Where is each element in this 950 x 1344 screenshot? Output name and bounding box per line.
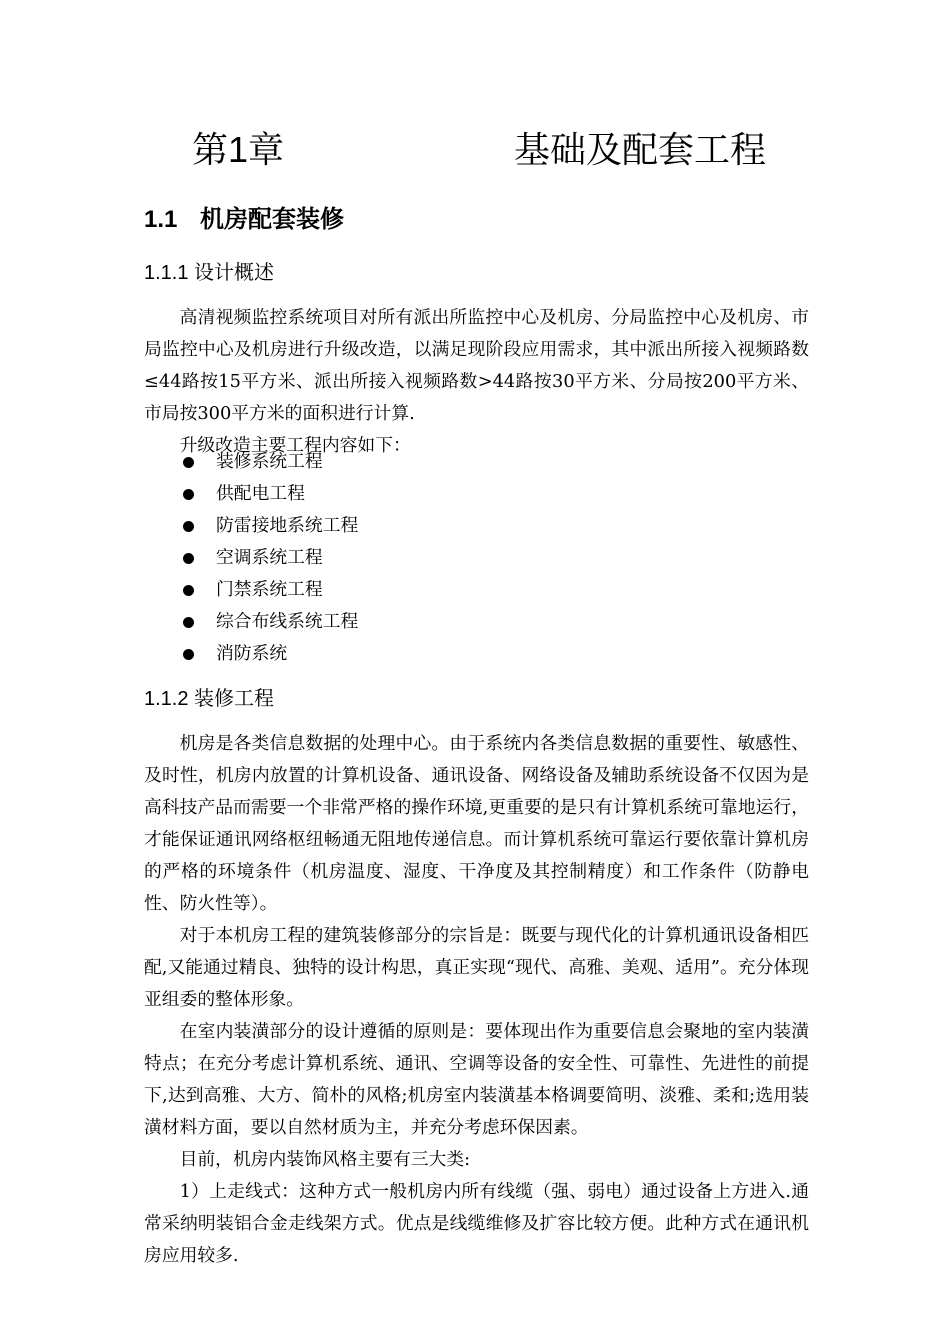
section-title: 机房配套装修 <box>200 206 344 233</box>
list-item-text: 综合布线系统工程 <box>216 611 359 632</box>
work-items-list <box>144 446 809 670</box>
paragraph: 对于本机房工程的建筑装修部分的宗旨是：既要与现代化的计算机通讯设备相匹配,又能通过精良、独特的设计构思，真正实现“现代、高雅、美观、适用”。充分体现亚组委的整体形象。 <box>144 925 809 1010</box>
list-item-text: 防雷接地系统工程 <box>216 515 359 536</box>
section-heading <box>144 203 344 237</box>
list-item <box>144 478 809 510</box>
list-item <box>144 542 809 574</box>
paragraph: 在室内装潢部分的设计遵循的原则是：要体现出作为重要信息会聚地的室内装潢特点；在充分考虑计算机系统、通讯、空调等设备的安全性、可靠性、先进性的前提下,达到高雅、大方、简朴的风格;机房室内装潢基本格调要简明、淡雅、柔和;选用装潢材料方面，要以自然材质为主，并充分考虑环保因素。 <box>144 1021 809 1138</box>
chapter-heading <box>192 128 772 172</box>
list-item-text: 装修系统工程 <box>216 451 323 472</box>
subsection-heading-design-overview: 1.1.1 设计概述 <box>144 262 275 284</box>
bullet-icon <box>183 553 194 564</box>
section-number: 1.1 <box>144 206 178 233</box>
list-item <box>144 446 809 478</box>
paragraph: 机房是各类信息数据的处理中心。由于系统内各类信息数据的重要性、敏感性、及时性，机房内放置的计算机设备、通讯设备、网络设备及辅助系统设备不仅因为是高科技产品而需要一个非常严格的操作环境,更重要的是只有计算机系统可靠地运行，才能保证通讯网络枢纽畅通无阻地传递信息。而计算机系统可靠运行要依靠计算机房的严格的环境条件（机房温度、湿度、干净度及其控制精度）和工作条件（防静电性、防火性等）。 <box>144 733 809 914</box>
chapter-number: 第1章 <box>192 129 285 170</box>
list-item-text: 供配电工程 <box>216 483 305 504</box>
list-item <box>144 638 809 670</box>
paragraph: 目前，机房内装饰风格主要有三大类: <box>179 1149 471 1170</box>
paragraph: 升级改造主要工程内容如下： <box>179 435 411 456</box>
paragraph: 1）上走线式：这种方式一般机房内所有线缆（强、弱电）通过设备上方进入.通常采纳明装铝合金走线架方式。优点是线缆维修及扩容比较方便。此种方式在通讯机房应用较多. <box>144 1181 809 1266</box>
decoration-body <box>144 728 809 1272</box>
subsection-heading-decoration: 1.1.2 装修工程 <box>144 688 275 710</box>
chapter-title: 基础及配套工程 <box>514 129 767 170</box>
list-item-text: 空调系统工程 <box>216 547 323 568</box>
design-overview-body <box>144 302 809 462</box>
list-item <box>144 574 809 606</box>
bullet-icon <box>183 457 194 468</box>
list-item-text: 消防系统 <box>216 643 288 664</box>
bullet-icon <box>183 617 194 628</box>
bullet-icon <box>183 649 194 660</box>
bullet-icon <box>183 521 194 532</box>
list-item-text: 门禁系统工程 <box>216 579 323 600</box>
paragraph: 高清视频监控系统项目对所有派出所监控中心及机房、分局监控中心及机房、市局监控中心及机房进行升级改造，以满足现阶段应用需求，其中派出所接入视频路数≤44路按15平方米、派出所接入视频路数>44路按30平方米、分局按200平方米、市局按300平方米的面积进行计算. <box>144 307 809 424</box>
list-item <box>144 510 809 542</box>
list-item <box>144 606 809 638</box>
bullet-icon <box>183 585 194 596</box>
bullet-icon <box>183 489 194 500</box>
